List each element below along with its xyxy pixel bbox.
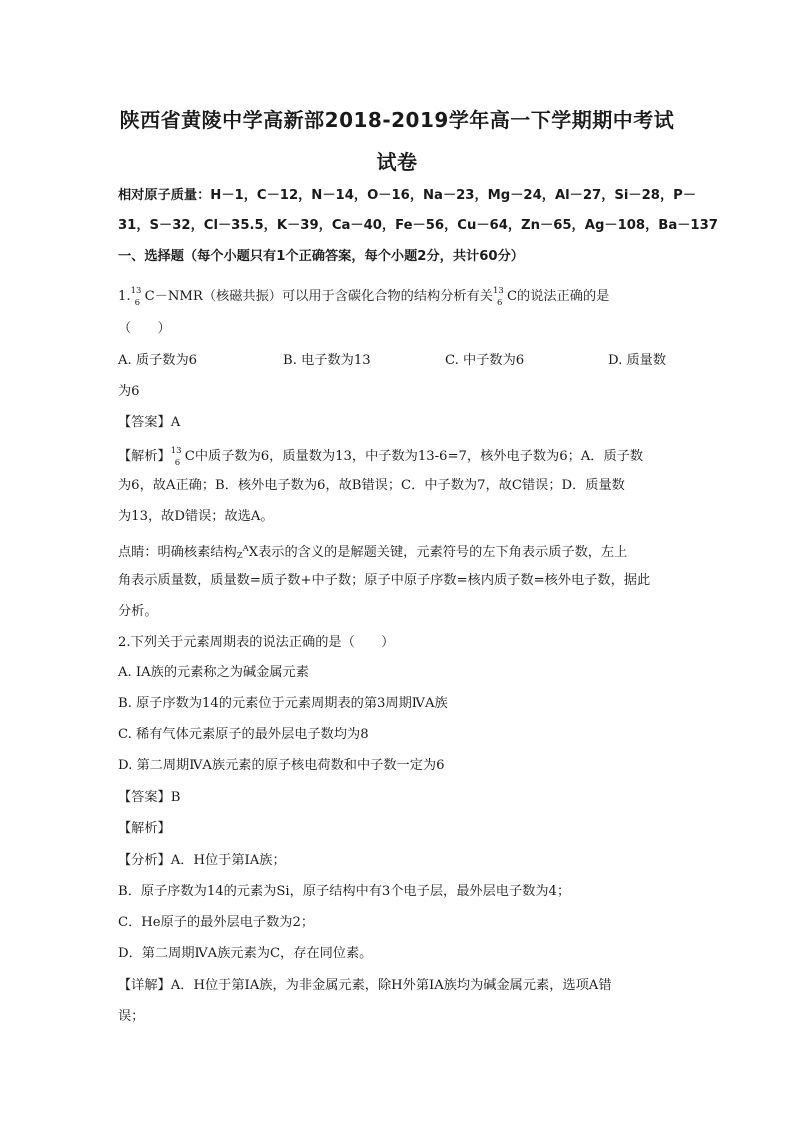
question-2-fenxi-line-4: D．第二周期ⅣA族元素为C，存在同位素。 — [118, 946, 373, 961]
question-1-option-b: B. 电子数为13 — [283, 353, 371, 368]
question-1-paren: （ ） — [118, 321, 171, 336]
document-title-line-1: 陕西省黄陵中学高新部2018-2019学年高一下学期期中考试 — [119, 108, 675, 132]
question-2-fenxi-line-2: B．原子序数为14的元素为Si，原子结构中有3个电子层，最外层电子数为4； — [118, 884, 571, 899]
question-1-comment-line-3: 分析。 — [118, 604, 158, 619]
question-1-stem: 1. 13 6 C－NMR（核磁共振）可以用于含碳化合物的结构分析有关 13 6 C的说法正确的是 — [118, 286, 610, 308]
nuclide-notation: ZA — [236, 544, 249, 561]
question-1-comment-line-2: 角表示质量数，质量数=质子数+中子数；原子中原子序数=核内质子数=核外电子数，据此 — [118, 573, 651, 588]
document-title-line-2: 试卷 — [376, 150, 418, 174]
question-1-option-d-continued: 为6 — [118, 384, 140, 399]
carbon-13-isotope-notation-3: 13 6 — [170, 446, 182, 468]
question-1-option-a: A. 质子数为6 — [118, 353, 198, 368]
question-1-option-d: D. 质量数 — [608, 353, 667, 368]
atomic-mass-line-2: 31，S－32，Cl－35.5，K－39，Ca－40，Fe－56，Cu－64，Zn－65，Ag－108，Ba－137 — [118, 218, 718, 233]
question-2-option-d: D. 第二周期ⅣA族元素的原子核电荷数和中子数一定为6 — [118, 758, 445, 773]
question-2-option-a: A. ⅠA族的元素称之为碱金属元素 — [118, 665, 309, 680]
question-1-analysis-line-2: 为6，故A正确；B．核外电子数为6，故B错误；C．中子数为7，故C错误；D．质量数 — [118, 478, 625, 493]
atomic-mass-line-1: 相对原子质量：H－1，C－12，N－14，O－16，Na－23，Mg－24，Al－27，Si－28，P－ — [118, 188, 697, 203]
section-1-heading: 一、选择题（每个小题只有1个正确答案，每个小题2分，共计60分） — [118, 249, 524, 264]
question-1-number: 1. — [118, 289, 131, 304]
question-1-analysis-line-1: 【解析】 13 6 C中质子数为6，质量数为13，中子数为13-6=7，核外电子数为6；A．质子数 — [118, 446, 644, 468]
question-2-analysis-label: 【解析】 — [118, 821, 171, 836]
question-1-answer: 【答案】A — [118, 415, 181, 430]
question-2-option-b: B. 原子序数为14的元素位于元素周期表的第3周期ⅣA族 — [118, 696, 448, 711]
question-1-analysis-line-3: 为13，故D错误；故选A。 — [118, 509, 274, 524]
question-2-detail-line-2: 误； — [118, 1009, 145, 1024]
question-2-detail-line-1: 【详解】A．H位于第IA族，为非金属元素，除H外第IA族均为碱金属元素，选项A错 — [118, 978, 612, 993]
carbon-13-isotope-notation-2: 13 6 — [492, 286, 504, 308]
question-1-option-c: C. 中子数为6 — [445, 353, 525, 368]
question-2-option-c: C. 稀有气体元素原子的最外层电子数均为8 — [118, 727, 369, 742]
carbon-13-isotope-notation: 13 6 — [130, 286, 142, 308]
question-2-fenxi-line-3: C．He原子的最外层电子数为2； — [118, 915, 315, 930]
question-2-fenxi-line-1: 【分析】A．H位于第IA族； — [118, 853, 286, 868]
question-1-comment-line-1: 点睛：明确核素结构ZAX表示的含义的是解题关键，元素符号的左下角表示质子数，左上 — [118, 539, 627, 566]
question-2-stem: 2.下列关于元素周期表的说法正确的是（ ） — [118, 635, 395, 650]
question-2-answer: 【答案】B — [118, 790, 181, 805]
